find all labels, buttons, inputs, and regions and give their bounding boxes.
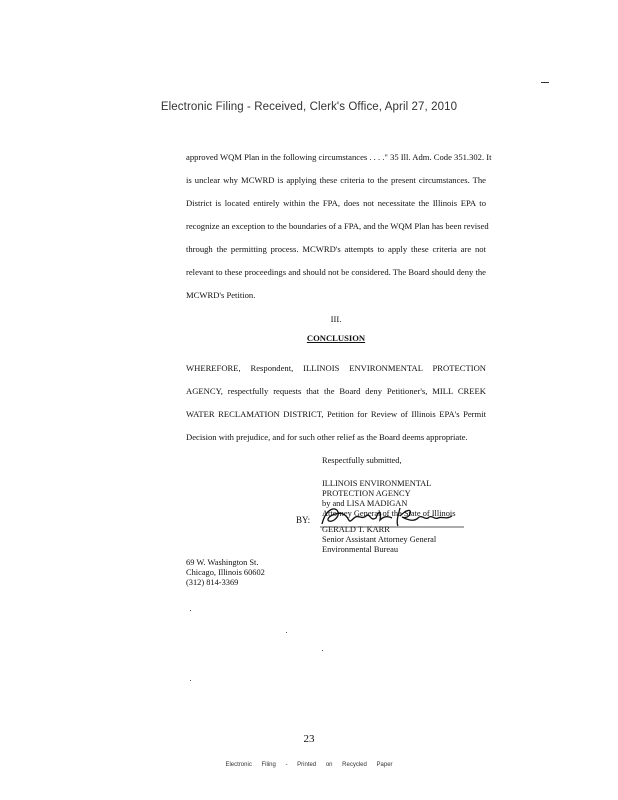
signer-title: Senior Assistant Attorney General xyxy=(322,535,437,544)
address-block xyxy=(186,558,265,588)
address-city: Chicago, Illinois 60602 xyxy=(186,568,265,577)
scan-speck xyxy=(190,610,191,611)
attorney-title: Attorney General of the State of Illinois xyxy=(322,509,456,518)
closing: Respectfully submitted, xyxy=(322,456,402,465)
scan-speck xyxy=(190,680,191,681)
body-line: through the permitting process. MCWRD's attempts to apply these criteria are not xyxy=(186,244,486,254)
signer-name: GERALD T. KARR xyxy=(322,525,390,534)
section-title: CONCLUSION xyxy=(306,333,366,343)
body-line: relevant to these proceedings and should not be considered. The Board should deny the xyxy=(186,267,486,277)
footer-text: Electronic Filing - Printed on Recycled Paper xyxy=(225,762,393,768)
conclusion-line: WATER RECLAMATION DISTRICT, Petition for Review of Illinois EPA's Permit xyxy=(186,409,486,419)
body-line: is unclear why MCWRD is applying these criteria to the present circumstances. The xyxy=(186,175,486,185)
body-line: recognize an exception to the boundaries of a FPA, and the WQM Plan has been revised xyxy=(186,221,489,231)
scan-speck xyxy=(286,632,287,633)
signer-block xyxy=(322,525,436,555)
org-line: PROTECTION AGENCY xyxy=(322,489,411,498)
section-number: III. xyxy=(330,314,342,324)
org-line: ILLINOIS ENVIRONMENTAL xyxy=(322,479,432,488)
by-label: BY: xyxy=(296,515,311,525)
scan-speck xyxy=(322,650,323,651)
address-phone: (312) 814-3369 xyxy=(186,578,239,587)
attorney-line: by and LISA MADIGAN xyxy=(322,499,408,508)
signer-bureau: Environmental Bureau xyxy=(322,545,399,554)
body-line: approved WQM Plan in the following circumstances . . . ." 35 Ill. Adm. Code 351.302. It xyxy=(186,152,492,162)
conclusion-line: WHEREFORE, Respondent, ILLINOIS ENVIRONMENTAL PROTECTION xyxy=(186,363,486,373)
page-number: 23 xyxy=(303,733,315,745)
conclusion-line: AGENCY, respectfully requests that the Board deny Petitioner's, MILL CREEK xyxy=(186,386,486,396)
filing-stamp: Electronic Filing - Received, Clerk's Office, April 27, 2010 xyxy=(160,101,458,113)
body-line: District is located entirely within the FPA, does not necessitate the Illinois EPA to xyxy=(186,198,486,208)
address-street: 69 W. Washington St. xyxy=(186,558,259,567)
body-line: MCWRD's Petition. xyxy=(186,290,256,300)
conclusion-line: Decision with prejudice, and for such other relief as the Board deems appropriate. xyxy=(186,432,468,442)
scan-mark xyxy=(541,82,549,83)
